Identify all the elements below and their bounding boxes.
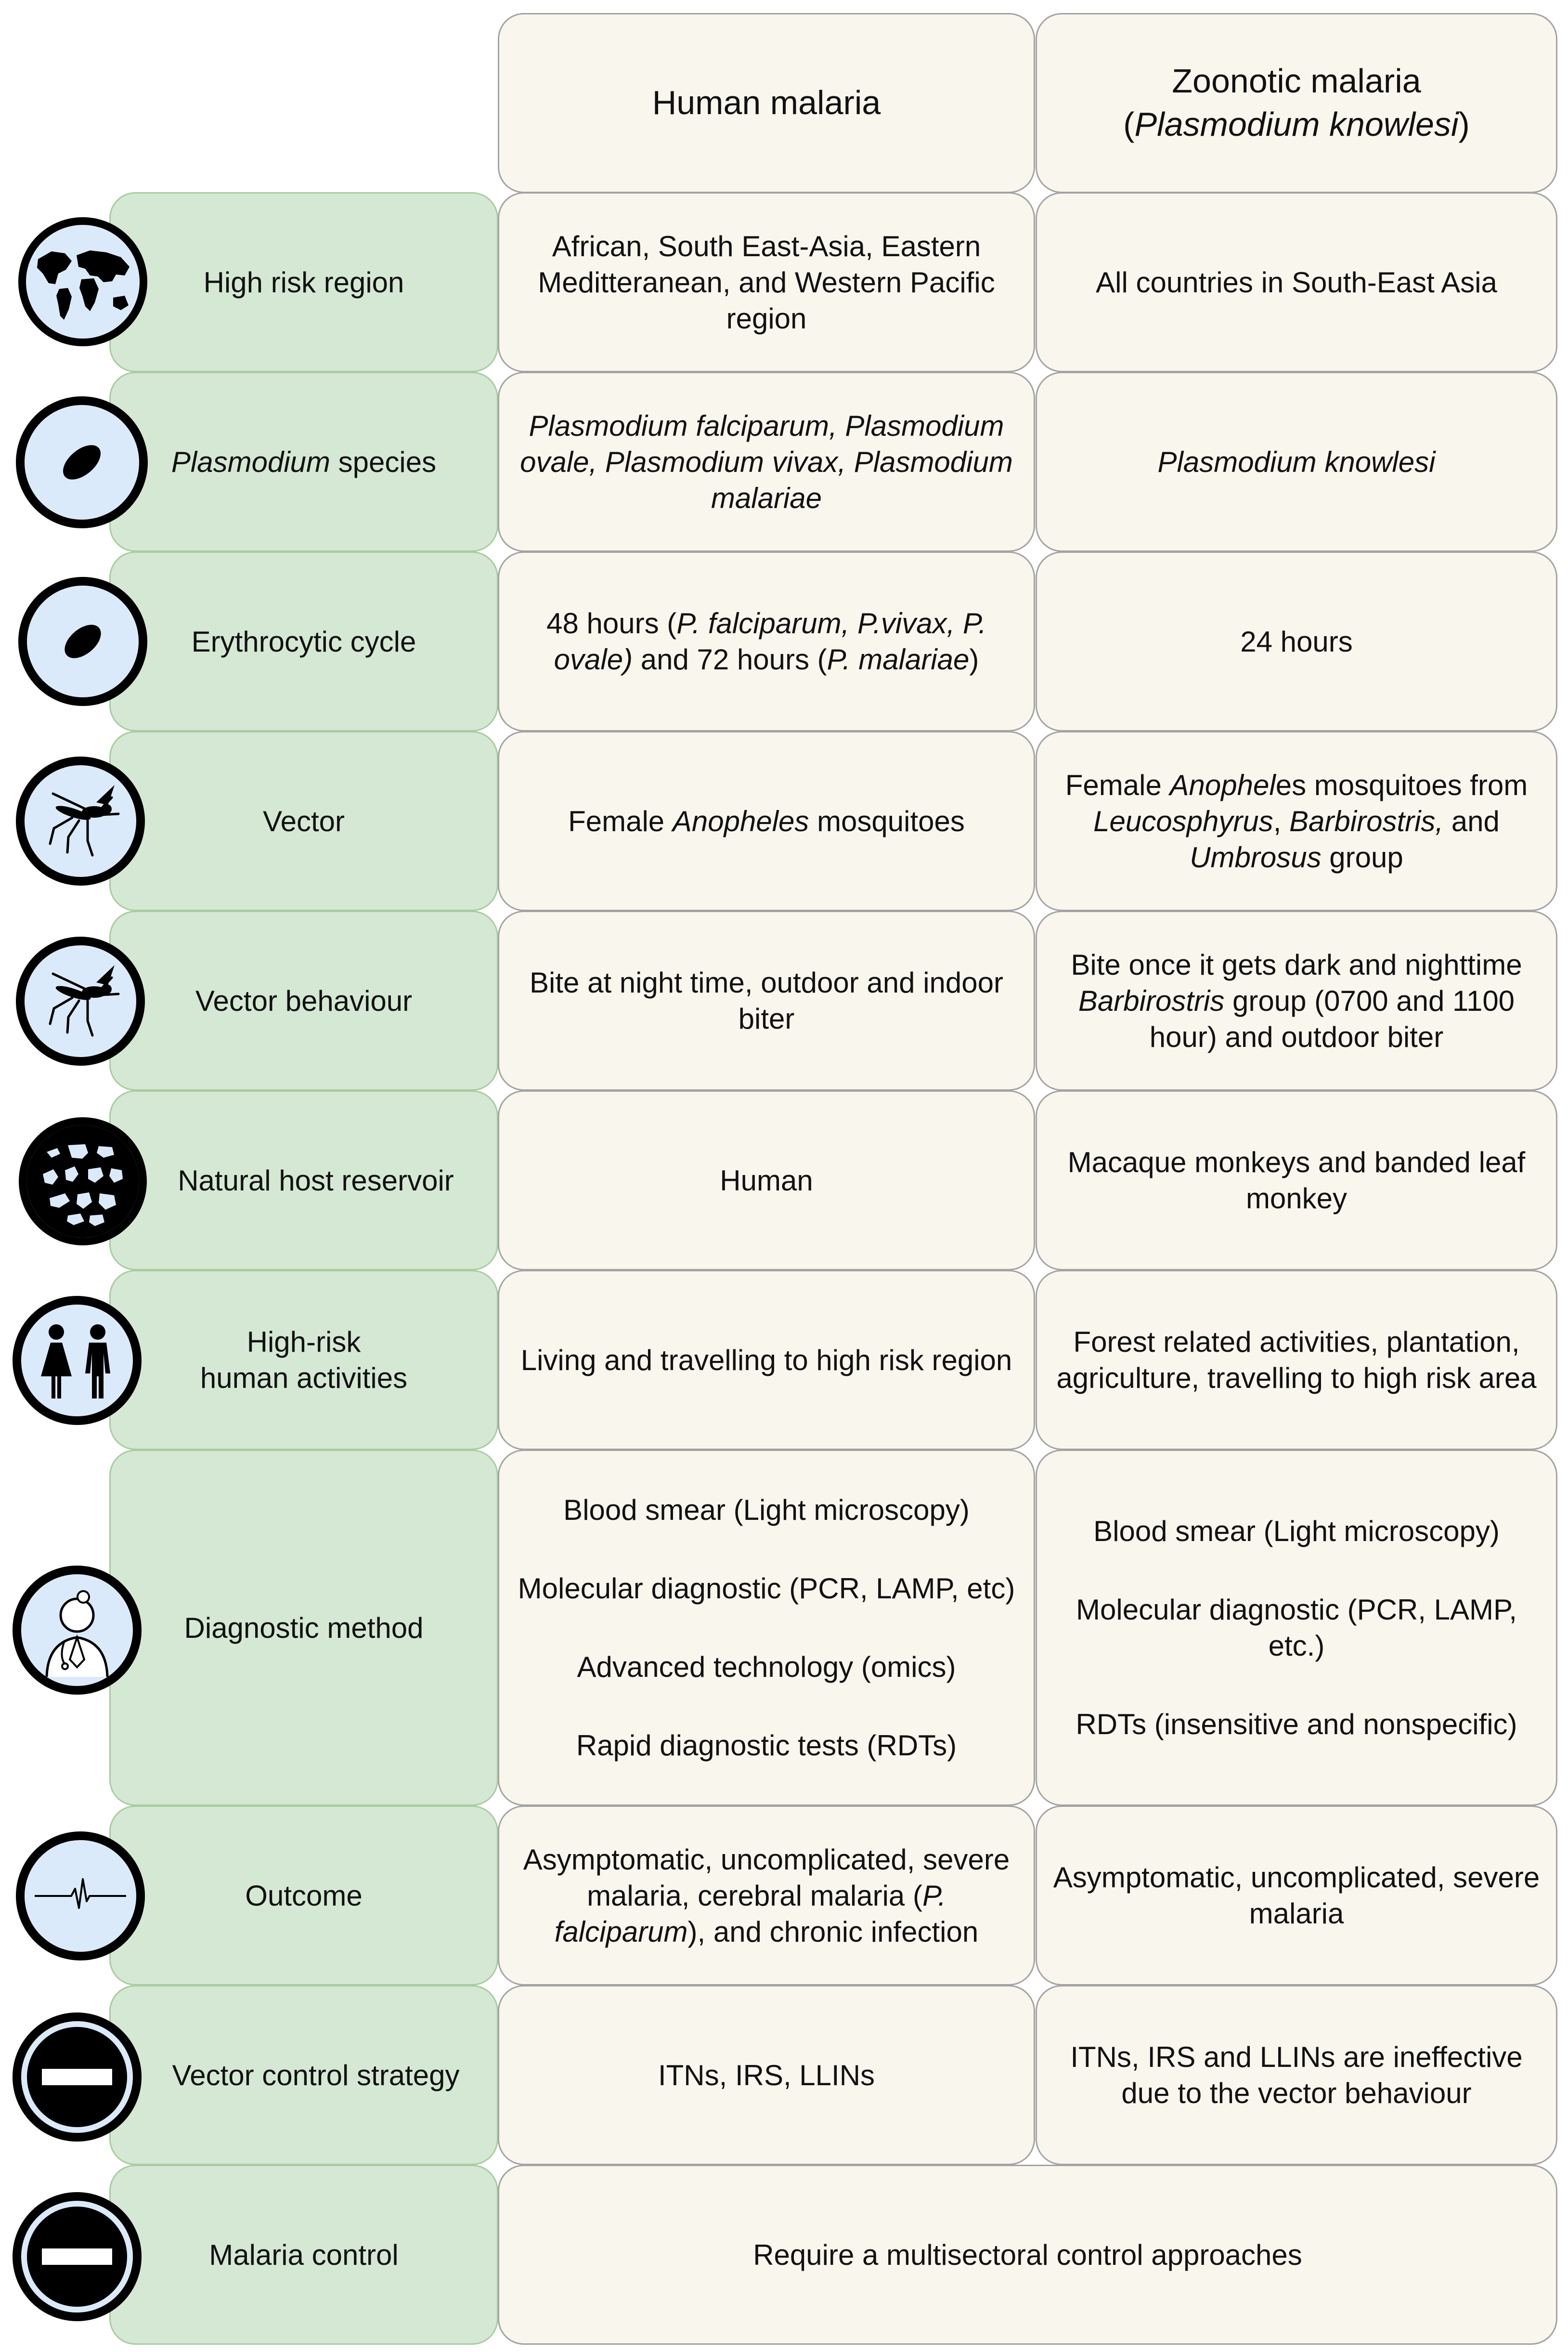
row-label-diagnostic-method: Diagnostic method bbox=[109, 1450, 498, 1806]
parasite-icon bbox=[15, 396, 148, 529]
row-label-high-risk-human-activities: High-risk human activities bbox=[109, 1270, 498, 1450]
cell-zoonotic-vector-control: ITNs, IRS and LLINs are ineffective due to the vector behaviour bbox=[1036, 1985, 1557, 2165]
cell-zoonotic-outcome: Asymptomatic, uncomplicated, severe malaria bbox=[1036, 1805, 1557, 1986]
list-item: Rapid diagnostic tests (RDTs) bbox=[576, 1729, 957, 1762]
cell-human-outcome: Asymptomatic, uncomplicated, severe malaria, cerebral malaria (P. falciparum), and chronic infection bbox=[498, 1805, 1035, 1986]
cell-human-vector: Female Anopheles mosquitoes bbox=[498, 731, 1035, 911]
cell-human-plasmodium-species: Plasmodium falciparum, Plasmodium ovale, Plasmodium vivax, Plasmodium malariae bbox=[498, 372, 1035, 552]
header-zoonotic-text: Zoonotic malaria (Plasmodium knowlesi) bbox=[1123, 62, 1470, 143]
cell-zoonotic-high-risk-activities: Forest related activities, plantation, agriculture, travelling to high risk area bbox=[1036, 1270, 1557, 1450]
human-diagnostic-list bbox=[518, 1471, 1015, 1785]
doctor-icon bbox=[12, 1565, 142, 1695]
cell-human-erythrocytic-cycle: 48 hours (P. falciparum, P.vivax, P. ovale) and 72 hours (P. malariae) bbox=[498, 551, 1035, 732]
list-item: Advanced technology (omics) bbox=[577, 1651, 956, 1683]
row-label-erythrocytic-cycle: Erythrocytic cycle bbox=[109, 551, 498, 732]
cell-zoonotic-diagnostic-method bbox=[1036, 1450, 1557, 1806]
row-label-high-risk-region: High risk region bbox=[109, 192, 498, 372]
zoonotic-diagnostic-list bbox=[1065, 1492, 1528, 1764]
people-icon bbox=[12, 1295, 142, 1425]
no-entry-icon bbox=[12, 2012, 142, 2142]
cell-zoonotic-vector-behaviour: Bite once it gets dark and nighttime Barbirostris group (0700 and 1100 hour) and outdoor biter bbox=[1036, 911, 1557, 1091]
list-item: Blood smear (Light microscopy) bbox=[1093, 1515, 1500, 1547]
cell-human-high-risk-region: African, South East-Asia, Eastern Meditteranean, and Western Pacific region bbox=[498, 192, 1035, 372]
list-item: Molecular diagnostic (PCR, LAMP, etc.) bbox=[1076, 1594, 1517, 1662]
list-item: Blood smear (Light microscopy) bbox=[563, 1494, 970, 1526]
row-label-vector-control-strategy: Vector control strategy bbox=[109, 1985, 498, 2165]
cell-zoonotic-natural-host-reservoir: Macaque monkeys and banded leaf monkey bbox=[1036, 1090, 1557, 1270]
row-label-natural-host-reservoir: Natural host reservoir bbox=[109, 1090, 498, 1270]
cell-human-vector-control: ITNs, IRS, LLINs bbox=[498, 1985, 1035, 2165]
cell-human-vector-behaviour: Bite at night time, outdoor and indoor biter bbox=[498, 911, 1035, 1091]
cell-human-diagnostic-method bbox=[498, 1450, 1035, 1806]
cell-merged-malaria-control: Require a multisectoral control approaches bbox=[498, 2165, 1557, 2345]
no-entry-icon bbox=[12, 2192, 142, 2322]
mosquito-icon bbox=[15, 936, 145, 1066]
row-label-plasmodium-species: Plasmodium species bbox=[109, 372, 498, 552]
header-human-text: Human malaria bbox=[652, 84, 881, 122]
row-label-outcome: Outcome bbox=[109, 1805, 498, 1986]
cell-human-high-risk-activities: Living and travelling to high risk region bbox=[498, 1270, 1035, 1450]
heartbeat-icon bbox=[15, 1831, 145, 1961]
row-label-malaria-control: Malaria control bbox=[109, 2165, 498, 2345]
cell-human-natural-host-reservoir: Human bbox=[498, 1090, 1035, 1270]
cell-zoonotic-vector: Female Anopheles mosquitoes from Leucosphyrus, Barbirostris, and Umbrosus group bbox=[1036, 731, 1557, 911]
parasite-icon bbox=[18, 576, 148, 706]
header-zoonotic-malaria bbox=[1036, 13, 1557, 193]
row-label-vector: Vector bbox=[109, 731, 498, 911]
list-item: RDTs (insensitive and nonspecific) bbox=[1076, 1708, 1517, 1740]
animals-icon bbox=[18, 1116, 148, 1246]
header-human-malaria bbox=[498, 13, 1035, 193]
cell-zoonotic-high-risk-region: All countries in South-East Asia bbox=[1036, 192, 1557, 372]
cell-zoonotic-plasmodium-species: Plasmodium knowlesi bbox=[1036, 372, 1557, 552]
row-label-vector-behaviour: Vector behaviour bbox=[109, 911, 498, 1091]
world-map-icon bbox=[18, 217, 148, 347]
mosquito-icon bbox=[15, 756, 145, 886]
cell-zoonotic-erythrocytic-cycle: 24 hours bbox=[1036, 551, 1557, 732]
list-item: Molecular diagnostic (PCR, LAMP, etc) bbox=[518, 1572, 1015, 1605]
